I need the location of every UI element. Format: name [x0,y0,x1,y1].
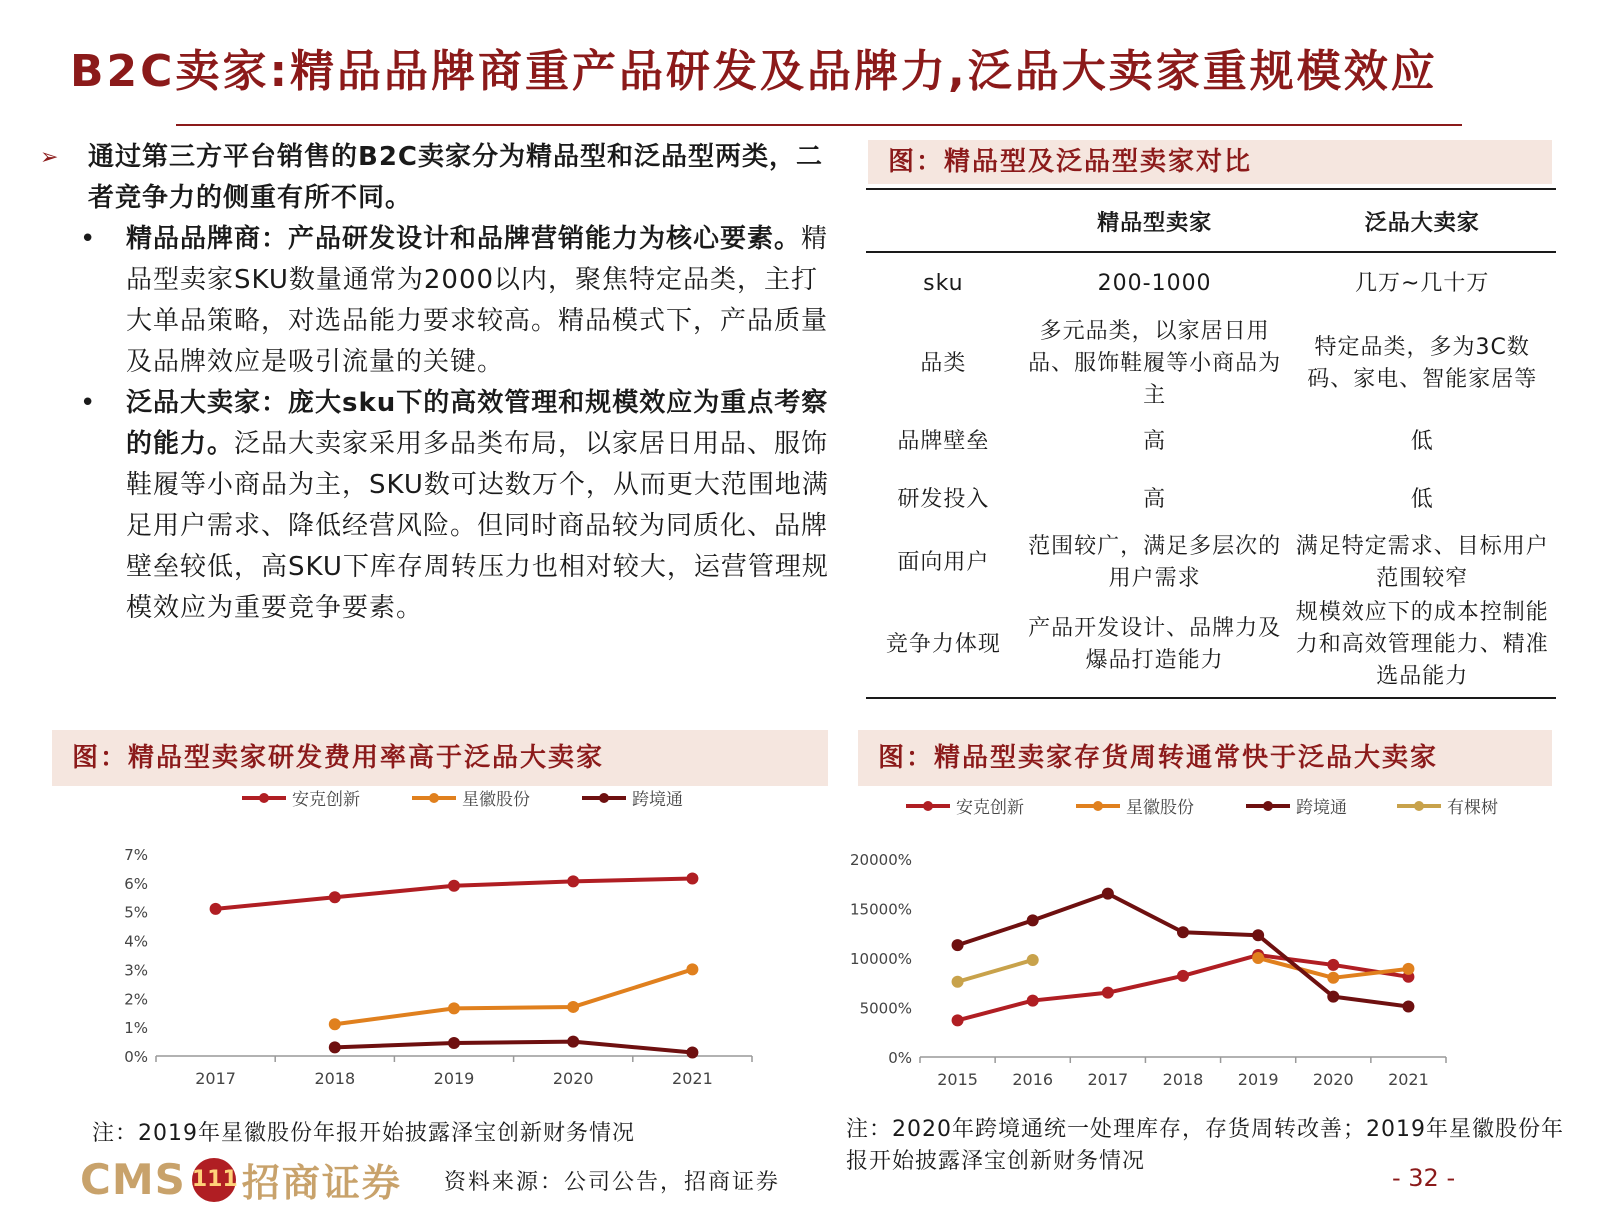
data-point [1102,987,1114,999]
data-point [1402,1001,1414,1013]
page-number: - 32 - [1392,1164,1456,1192]
data-point [1027,914,1039,926]
series-line [335,1042,693,1053]
data-point [952,976,964,988]
chart2-caption: 图：精品型卖家存货周转通常快于泛品大卖家 [858,730,1552,786]
table-cell: 品牌壁垒 [897,429,990,454]
data-point [567,875,579,887]
data-point [567,1001,579,1013]
table-row [866,314,1556,414]
table-cell: 面向用户 [897,550,990,575]
table-cell: 200-1000 [1097,271,1212,296]
data-point [448,1002,460,1014]
left-text-block [38,137,838,629]
legend-entry [1397,798,1498,818]
bullet-heading: 泛品大卖家：庞大sku下的高效管理和规模效应为重点考察的能力。 [126,388,829,459]
legend-entry [582,790,683,810]
chart1-caption: 图：精品型卖家研发费用率高于泛品大卖家 [52,730,828,786]
data-point [448,1037,460,1049]
data-point [329,1041,341,1053]
legend-marker [1414,801,1424,811]
data-point [1177,926,1189,938]
bullet-body: 精品型卖家SKU数量通常为2000以内，聚焦特定品类，主打大单品策略，对选品能力要求较高。精品模式下，产品质量及品牌效应是吸引流量的关键。 [126,224,829,377]
cms-logo [80,1152,402,1205]
y-tick-label: 0% [124,1048,148,1066]
logo-latin: CMS [80,1155,186,1204]
y-tick-label: 5000% [859,999,912,1018]
x-tick-label: 2018 [314,1069,356,1088]
title-divider [176,124,1462,126]
data-point [448,880,460,892]
legend-label: 安克创新 [292,790,360,810]
x-tick-label: 2020 [1312,1070,1354,1089]
intro-paragraph [38,137,838,219]
table-header-cell: 泛品大卖家 [1364,210,1480,236]
bullet-item-boutique [38,219,838,383]
data-point [686,873,698,885]
series-line [958,955,1409,1020]
y-tick-label: 0% [888,1049,912,1067]
table-cell: 范围较广，满足多层次的用户需求 [1028,534,1282,591]
table-cell: 高 [1143,429,1167,454]
data-point [1177,970,1189,982]
data-point [1027,995,1039,1007]
legend-marker [259,793,269,803]
y-tick-label: 7% [124,846,148,864]
table-header-row [866,188,1556,254]
y-tick-label: 4% [124,932,148,951]
table-cell: 规模效应下的成本控制能力和高效管理能力、精准选品能力 [1295,600,1549,689]
arrow-bullet-icon: ➢ [40,145,60,170]
data-point [952,939,964,951]
x-tick-label: 2020 [552,1069,594,1088]
chart2-note: 注：2020年跨境通统一处理库存，存货周转改善；2019年星徽股份年报开始披露泽宝创新财务情况 [846,1117,1564,1174]
y-tick-label: 2% [124,990,148,1009]
data-point [567,1036,579,1048]
data-point [1402,963,1414,975]
x-tick-label: 2019 [1237,1070,1279,1089]
bullet-body: 泛品大卖家采用多品类布局，以家居日用品、服饰鞋履等小商品为主，SKU数可达数万个，从而更大范围地满足用户需求、降低经营风险。但同时商品较为同质化、品牌壁垒较低，高SKU下库存周转压力也相对较大，运营管理规模效应为重要竞争要素。 [126,429,829,623]
bullet-heading: 精品品牌商：产品研发设计和品牌营销能力为核心要素。 [126,224,802,254]
series-line [958,960,1033,982]
x-tick-label: 2016 [1012,1070,1054,1089]
data-point [1327,959,1339,971]
table-cell: 多元品类，以家居日用品、服饰鞋履等小商品为主 [1028,319,1282,408]
x-tick-label: 2019 [433,1069,475,1088]
table-row [866,414,1556,470]
table-cell: 高 [1143,487,1167,512]
data-point [210,903,222,915]
legend-entry [412,790,530,810]
x-tick-label: 2018 [1162,1070,1204,1089]
series-line [958,894,1409,1007]
bullet-item-generic [38,383,838,629]
series-line [335,969,693,1024]
legend-entry [1076,798,1194,818]
legend-label: 跨境通 [632,790,683,810]
logo-chinese: 招商证券 [241,1161,402,1205]
table-caption: 图：精品型及泛品型卖家对比 [868,140,1552,184]
legend-entry [242,790,360,810]
table-row [866,596,1556,694]
inventory-turnover-chart [850,792,1568,1112]
data-point [1027,954,1039,966]
x-tick-label: 2021 [1388,1070,1429,1089]
table-cell: 低 [1410,487,1434,512]
rd-expense-ratio-chart [52,792,828,1112]
x-tick-label: 2021 [672,1069,713,1088]
logo-badge-icon: 111 [192,1158,236,1202]
bullet-dot-icon: • [80,224,97,254]
data-point [686,963,698,975]
data-point [1252,929,1264,941]
chart1-note: 注：2019年星徽股份年报开始披露泽宝创新财务情况 [92,1121,635,1146]
table-cell: 几万~几十万 [1355,271,1490,296]
table-row [866,254,1556,314]
table-cell: 品类 [920,351,967,376]
table-header-cell [866,188,1021,254]
data-point [329,1018,341,1030]
table-cell: 满足特定需求、目标用户范围较窄 [1295,534,1549,591]
y-tick-label: 15000% [850,900,912,919]
bullet-dot-icon: • [80,388,97,418]
comparison-table [866,188,1556,694]
table-bottom-rule [866,697,1556,699]
y-tick-label: 6% [124,874,148,893]
y-tick-label: 10000% [850,950,912,968]
x-tick-label: 2015 [937,1070,978,1089]
legend-marker [923,801,933,811]
x-tick-label: 2017 [195,1069,236,1088]
table-cell: 竞争力体现 [885,632,1001,657]
table-cell: 低 [1410,429,1434,454]
data-point [1102,888,1114,900]
legend-label: 有棵树 [1447,798,1498,818]
table-header-cell: 精品型卖家 [1097,210,1213,236]
legend-marker [429,793,439,803]
x-tick-label: 2017 [1087,1070,1129,1089]
legend-label: 星徽股份 [1126,798,1194,818]
table-cell: sku [923,271,964,296]
legend-entry [906,798,1024,818]
y-tick-label: 20000% [850,851,912,869]
legend-label: 跨境通 [1296,798,1347,818]
legend-marker [1263,801,1273,811]
data-source: 资料来源：公司公告，招商证券 [444,1170,781,1195]
data-point [686,1047,698,1059]
legend-marker [599,793,609,803]
data-point [1327,991,1339,1003]
table-cell: 特定品类，多为3C数码、家电、智能家居等 [1307,335,1538,392]
table-row [866,470,1556,530]
data-point [1327,972,1339,984]
legend-marker [1093,801,1103,811]
legend-entry [1246,798,1347,818]
table-row [866,530,1556,596]
y-tick-label: 5% [124,903,148,922]
y-tick-label: 1% [124,1019,148,1038]
page-title: B2C卖家:精品品牌商重产品研发及品牌力,泛品大卖家重规模效应 [70,46,1438,97]
intro-text: 通过第三方平台销售的B2C卖家分为精品型和泛品型两类，二者竞争力的侧重有所不同。 [88,142,823,213]
data-point [1252,952,1264,964]
table-cell: 产品开发设计、品牌力及爆品打造能力 [1028,616,1282,673]
legend-label: 安克创新 [956,798,1024,818]
data-point [952,1014,964,1026]
table-cell: 研发投入 [897,487,990,512]
legend-label: 星徽股份 [462,790,530,810]
y-tick-label: 3% [124,961,148,980]
data-point [329,891,341,903]
